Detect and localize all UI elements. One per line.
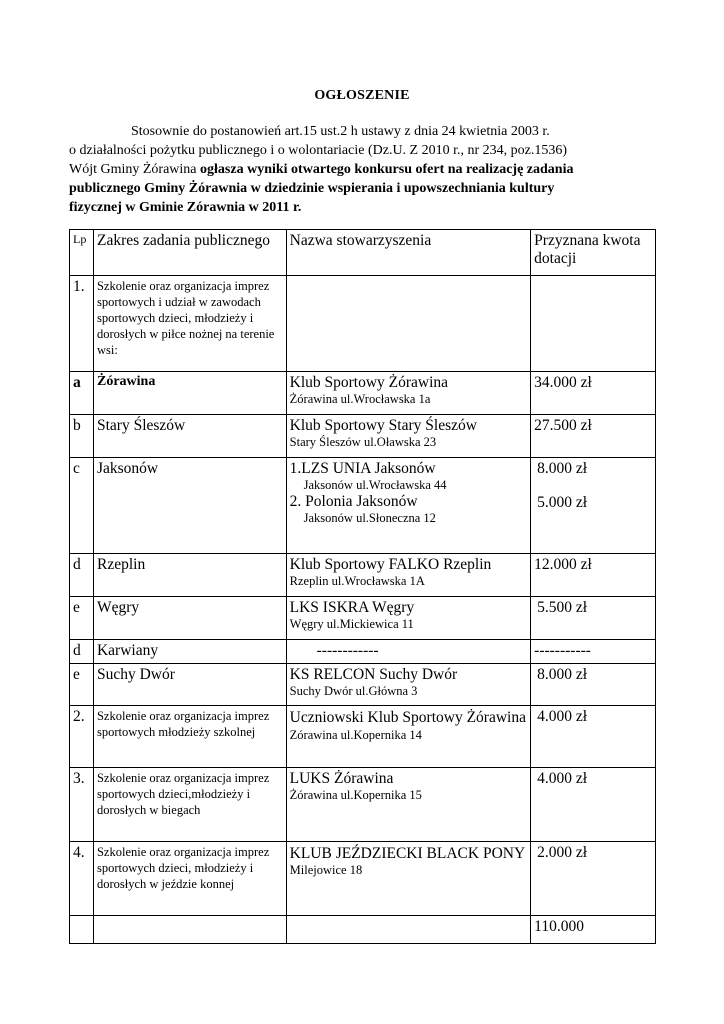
row-club: [286, 706, 531, 768]
club-name: LKS ISKRA Węgry: [289, 599, 415, 616]
intro-bold-text: ogłasza wyniki otwartego konkursu ofert na realizację zadania: [200, 162, 574, 177]
club-address: Węgry ul.Mickiewica 11: [289, 617, 414, 631]
row-zakres: Szkolenie oraz organizacja imprez sportowych i udział w zawodach sportowych dzieci, młodzieży i dorosłych w piłce nożnej na terenie wsi:: [93, 276, 286, 372]
row-zakres: Szkolenie oraz organizacja imprez sportowych młodzieży szkolnej: [93, 706, 286, 768]
club-address: Milejowice 18: [289, 863, 363, 877]
row-club: [286, 458, 531, 554]
row-amount: [531, 458, 656, 554]
club-name: Klub Sportowy FALKO Rzeplin: [289, 556, 492, 573]
table-row: [70, 372, 656, 415]
row-club: [286, 597, 531, 640]
row-empty: [531, 276, 656, 372]
row-place: Suchy Dwór: [93, 664, 286, 706]
row-club: [286, 664, 531, 706]
club-name: Klub Sportowy Żórawina: [289, 374, 449, 391]
row-club: [286, 768, 531, 842]
row-place: Karwiany: [93, 640, 286, 664]
intro-line: Stosownie do postanowień art.15 ust.2 h ustawy z dnia 24 kwietnia 2003 r.: [131, 124, 550, 139]
amount-value: 5.000 zł: [537, 494, 588, 511]
row-empty: [286, 276, 531, 372]
table-row: [70, 664, 656, 706]
row-zakres: Szkolenie oraz organizacja imprez sportowych dzieci,młodzieży i dorosłych w biegach: [93, 768, 286, 842]
row-place: Żórawina: [93, 372, 286, 415]
amount-value: 8.000 zł: [537, 460, 588, 477]
club-name: 1.LZS UNIA Jaksonów: [289, 460, 436, 477]
row-empty: [286, 916, 531, 944]
row-amount: 8.000 zł: [531, 664, 656, 706]
header-kwota: Przyznana kwota dotacji: [531, 230, 656, 276]
row-amount: 34.000 zł: [531, 372, 656, 415]
intro-text: Wójt Gminy Żórawina: [69, 162, 201, 177]
row-club: [286, 372, 531, 415]
row-place: Jaksonów: [93, 458, 286, 554]
row-club: [286, 554, 531, 597]
row-amount: 4.000 zł: [531, 706, 656, 768]
header-lp: Lp: [70, 230, 94, 276]
row-lp: 3.: [70, 768, 94, 842]
row-lp: 1.: [70, 276, 94, 372]
row-empty: [70, 916, 94, 944]
table-row: [70, 842, 656, 916]
row-club: [286, 415, 531, 458]
row-lp: e: [70, 664, 94, 706]
page-title: OGŁOSZENIE: [314, 88, 410, 103]
total-amount: 110.000: [531, 916, 656, 944]
row-place: Stary Śleszów: [93, 415, 286, 458]
club-name: 2. Polonia Jaksonów: [289, 493, 418, 510]
row-amount: 4.000 zł: [531, 768, 656, 842]
table-row: [70, 768, 656, 842]
table-row: [70, 415, 656, 458]
header-nazwa: Nazwa stowarzyszenia: [286, 230, 531, 276]
row-zakres: Szkolenie oraz organizacja imprez sportowych dzieci, młodzieży i dorosłych w jeździe konnej: [93, 842, 286, 916]
row-lp: a: [70, 372, 94, 415]
row-place: Rzeplin: [93, 554, 286, 597]
row-lp: e: [70, 597, 94, 640]
intro-line: fizycznej w Gminie Zórawnia w 2011 r.: [69, 200, 302, 215]
table-row: [70, 554, 656, 597]
table-row: [70, 597, 656, 640]
club-address: Żórawina ul.Kopernika 15: [289, 788, 422, 802]
row-lp: 2.: [70, 706, 94, 768]
club-name: Uczniowski Klub Sportowy Żórawina: [289, 709, 526, 726]
club-address: Zórawina ul.Kopernika 14: [289, 728, 422, 742]
row-lp: d: [70, 640, 94, 664]
intro-line: o działalności pożytku publicznego i o wolontariacie (Dz.U. Z 2010 r., nr 234, poz.1536): [69, 143, 568, 158]
row-lp: b: [70, 415, 94, 458]
club-name: Klub Sportowy Stary Śleszów: [289, 417, 477, 434]
header-zakres: Zakres zadania publicznego: [93, 230, 286, 276]
club-name: KLUB JEŹDZIECKI BLACK PONY: [289, 845, 526, 862]
results-table: [69, 229, 656, 944]
table-row: [70, 640, 656, 664]
row-amount: 27.500 zł: [531, 415, 656, 458]
row-place: Węgry: [93, 597, 286, 640]
row-amount: -----------: [531, 640, 656, 664]
table-row: [70, 458, 656, 554]
club-address: Jaksonów ul.Słoneczna 12: [303, 511, 436, 525]
row-lp: c: [70, 458, 94, 554]
intro-line: [69, 160, 659, 179]
club-name: KS RELCON Suchy Dwór: [289, 666, 458, 683]
row-lp: d: [70, 554, 94, 597]
row-amount: 5.500 zł: [531, 597, 656, 640]
club-address: Stary Śleszów ul.Oławska 23: [289, 435, 437, 449]
row-amount: 2.000 zł: [531, 842, 656, 916]
row-lp: 4.: [70, 842, 94, 916]
table-header-row: [70, 230, 656, 276]
table-row: [70, 706, 656, 768]
row-amount: 12.000 zł: [531, 554, 656, 597]
row-club: ------------: [286, 640, 531, 664]
club-name: LUKS Żórawina: [289, 770, 394, 787]
club-address: Rzeplin ul.Wrocławska 1A: [289, 574, 425, 588]
intro-paragraph: [69, 122, 659, 217]
club-address: Jaksonów ul.Wrocławska 44: [303, 478, 447, 492]
row-club: [286, 842, 531, 916]
table-total-row: [70, 916, 656, 944]
club-address: Żórawina ul.Wrocławska 1a: [289, 392, 431, 406]
table-row: [70, 276, 656, 372]
intro-line: publicznego Gminy Żórawnia w dziedzinie wspierania i upowszechniania kultury: [69, 181, 555, 196]
row-empty: [93, 916, 286, 944]
club-address: Suchy Dwór ul.Główna 3: [289, 684, 418, 698]
